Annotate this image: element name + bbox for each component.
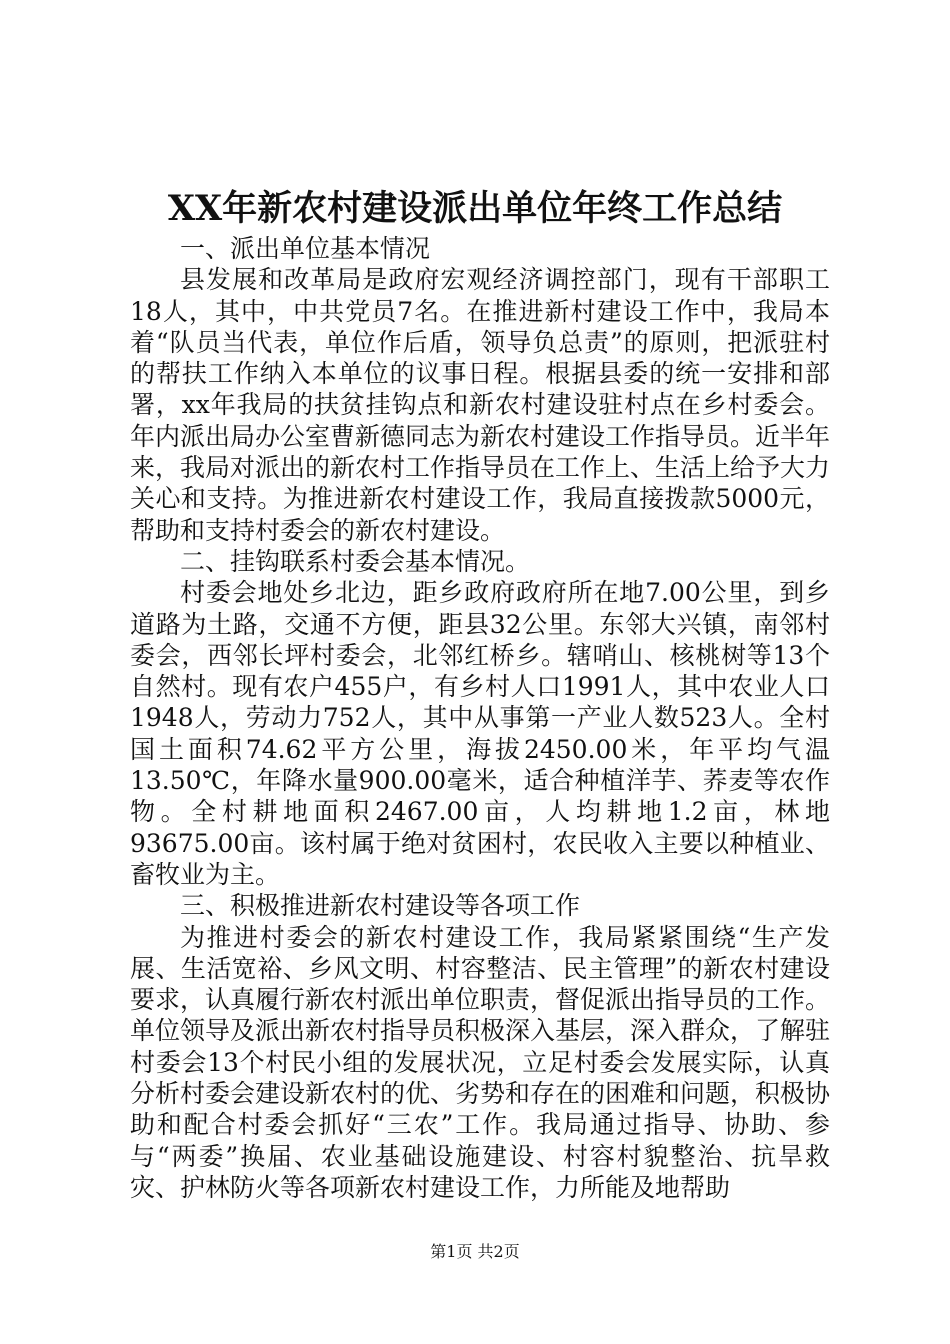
section-heading-3: 三、积极推进新农村建设等各项工作 — [180, 891, 581, 921]
document-title: XX年新农村建设派出单位年终工作总结 — [167, 188, 783, 229]
section-heading-1: 一、派出单位基本情况 — [180, 234, 431, 263]
paragraph-village-overview: 村委会地处乡北边，距乡政府政府所在地7.00公里，到乡道路为土路，交通不方便，距县32公里。东邻大兴镇，南邻村委会，西邻长坪村委会，北邻红桥乡。辖哨山、核桃树等13个自然村。现有农户455户，有乡村人口1991人，其中农业人口1948人，劳动力752人，其中从事第一产业人数523人。全村国土面积74.62平方公里，海拔2450.00米，年平均气温13.50℃，年降水量900.00毫米，适合种植洋芋、荞麦等农作物。全村耕地面积2467.00亩，人均耕地1.2亩，林地93675.00亩。该村属于绝对贫困村，农民收入主要以种植业、畜牧业为主。 — [130, 578, 830, 889]
paragraph-unit-overview: 县发展和改革局是政府宏观经济调控部门，现有干部职工18人，其中，中共党员7名。在推进新村建设工作中，我局本着“队员当代表，单位作后盾，领导负总责”的原则，把派驻村的帮扶工作纳入本单位的议事日程。根据县委的统一安排和部署，xx年我局的扶贫挂钩点和新农村建设驻村点在乡村委会。年内派出局办公室曹新德同志为新农村建设工作指导员。近半年来，我局对派出的新农村工作指导员在工作上、生活上给予大力关心和支持。为推进新农村建设工作，我局直接拨款5000元，帮助和支持村委会的新农村建设。 — [130, 265, 831, 545]
paragraph-work-progress: 为推进村委会的新农村建设工作，我局紧紧围绕“生产发展、生活宽裕、乡风文明、村容整洁、民主管理”的新农村建设要求，认真履行新农村派出单位职责，督促派出指导员的工作。单位领导及派出新农村指导员积极深入基层，深入群众，了解驻村委会13个村民小组的发展状况，立足村委会发展实际，认真分析村委会建设新农村的优、劣势和存在的困难和问题，积极协助和配合村委会抓好“三农”工作。我局通过指导、协助、参与“两委”换届、农业基础设施建设、村容村貌整治、抗旱救灾、护林防火等各项新农村建设工作，力所能及地帮助 — [130, 922, 831, 1202]
document-body — [130, 233, 830, 1203]
section-heading-2: 二、挂钩联系村委会基本情况。 — [180, 546, 531, 576]
page-footer: 第1页 共2页 — [430, 1242, 520, 1261]
